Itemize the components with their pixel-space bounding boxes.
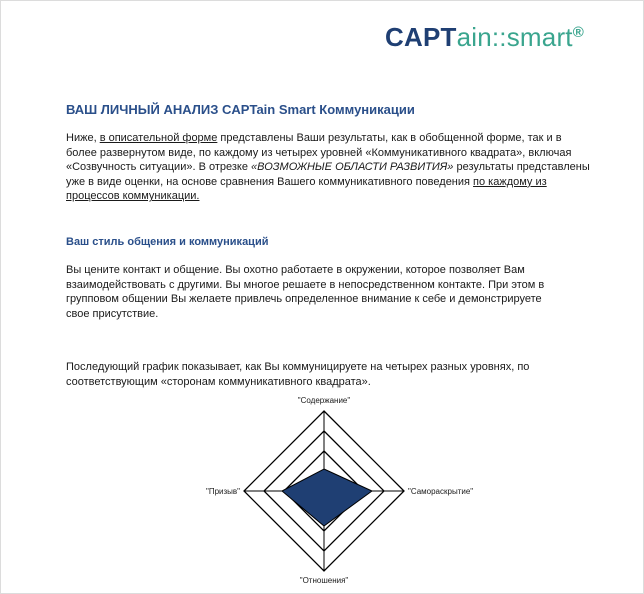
radar-axis-label: "Содержание" [297,396,351,405]
section-heading: Ваш стиль общения и коммуникаций [66,236,269,248]
radar-axis-label: "Самораскрытие" [408,487,474,496]
radar-axis-label: "Отношения" [299,576,349,585]
chart-intro-paragraph: Последующий график показывает, как Вы коммуницируете на четырех разных уровнях, по соответствующим «сторонам коммуникативного квадрата». [66,361,530,388]
radar-axis-label: "Призыв" [205,487,240,496]
captain-smart-logo: CAPTain::smart® [385,22,584,52]
radar-data-area [282,469,372,526]
intro-paragraph: Ниже, в описательной форме представлены Ваши результаты, как в обобщенной форме, так и в более развернутом виде, по каждому из четырех уровней «Коммуникативного квадрата», включая «Созвучность ситуации». В отрезке «ВОЗМОЖНЫЕ ОБЛАСТИ РАЗВИТИЯ» результаты представлены уже в виде оценки, на основе сравнения Вашего коммуникативного поведения по каждому из процессов коммуникации. [66,132,590,203]
page-title: ВАШ ЛИЧНЫЙ АНАЛИЗ CAPTain Smart Коммуникации [66,102,415,117]
style-paragraph: Вы цените контакт и общение. Вы охотно работаете в окружении, которое позволяет Вам взаимодействовать с другими. Вы многое решаете в непосредственном контакте. При этом в групповом общении Вы желаете привлечь определенное внимание к себе и демонстрируете свое присутствие. [66,264,545,320]
